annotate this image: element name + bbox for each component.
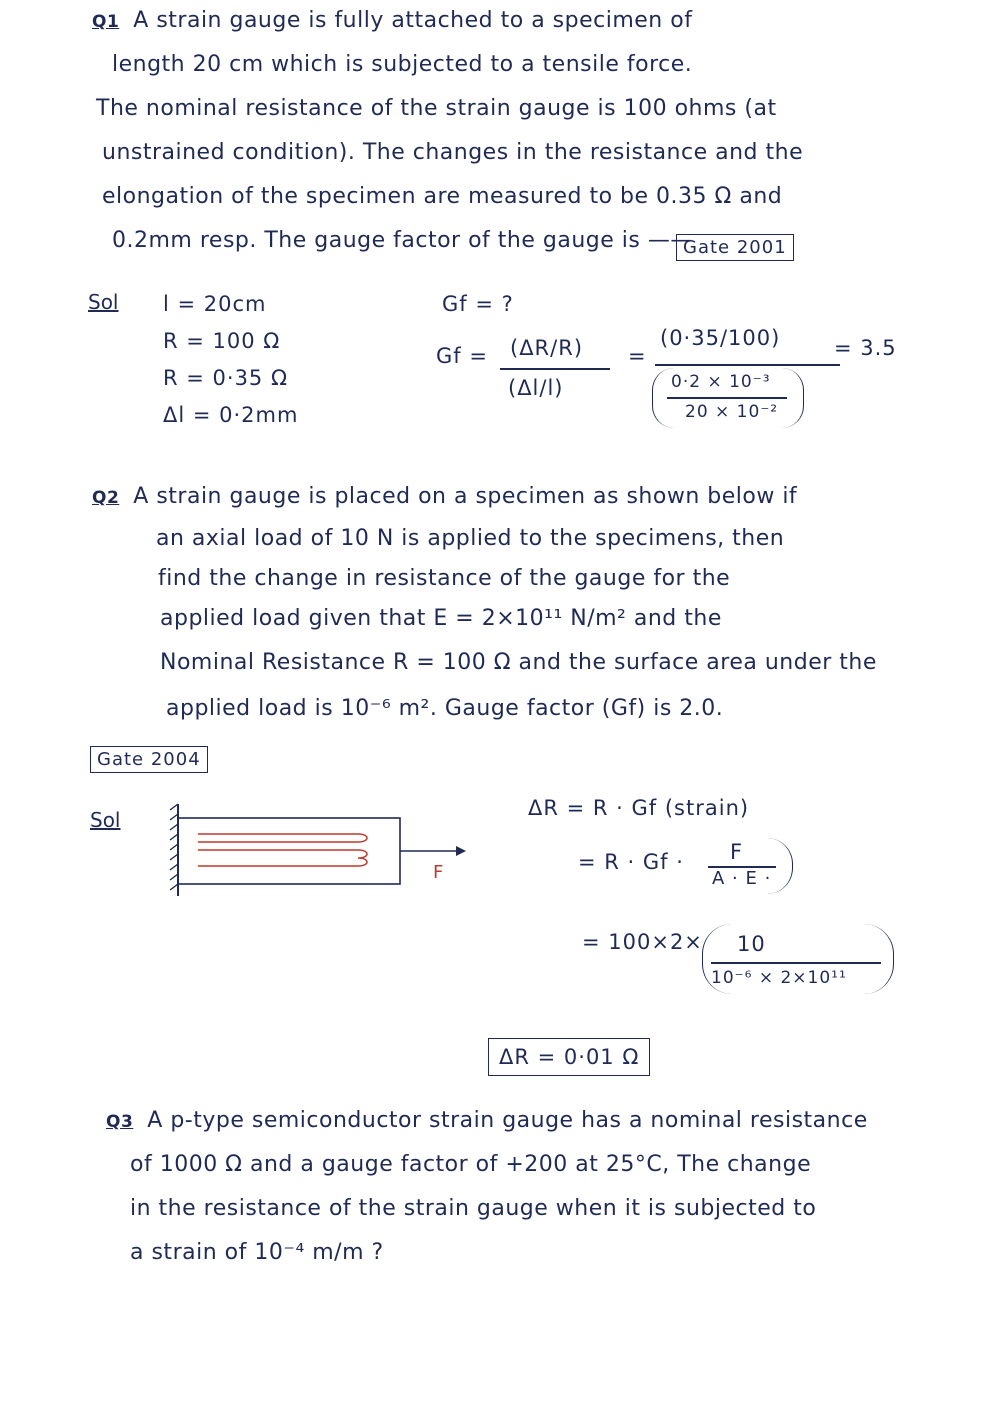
q1-gf-find: Gf = ? bbox=[442, 292, 514, 316]
q2-line-6: applied load is 10⁻⁶ m². Gauge factor (Gf) is 2.0. bbox=[166, 696, 724, 721]
q3-label: Q3 bbox=[106, 1112, 134, 1132]
q1-sub-numerator: (0·35/100) bbox=[660, 326, 781, 350]
q1-line-3: The nominal resistance of the strain gauge is 100 ohms (at bbox=[96, 96, 777, 121]
q2-step-3-lhs: = 100×2× bbox=[582, 930, 703, 954]
q2-line-3: find the change in resistance of the gauge for the bbox=[158, 566, 731, 591]
q2-step-3-num: 10 bbox=[737, 932, 766, 956]
q1-gf-fraction-bar bbox=[500, 368, 610, 370]
q2-sol-label: Sol bbox=[90, 808, 121, 832]
q3-line-4: a strain of 10⁻⁴ m/m ? bbox=[130, 1240, 384, 1265]
strain-gauge-diagram bbox=[168, 800, 468, 900]
q1-given-delta-l: Δl = 0·2mm bbox=[163, 403, 299, 427]
q1-gf-denominator: (Δl/l) bbox=[508, 376, 564, 400]
q1-source-box: Gate 2001 bbox=[676, 234, 794, 261]
q1-line-6: 0.2mm resp. The gauge factor of the gauge is —— bbox=[112, 228, 693, 253]
q1-line-2: length 20 cm which is subjected to a tensile force. bbox=[112, 52, 693, 77]
q1-given-resistance: R = 100 Ω bbox=[163, 329, 281, 353]
specimen-bar bbox=[178, 818, 400, 884]
q3-line-3: in the resistance of the strain gauge when it is subjected to bbox=[130, 1196, 817, 1221]
q3-line-1: Q3 A p-type semiconductor strain gauge has a nominal resistance bbox=[106, 1108, 868, 1133]
q1-sub-fraction-bar bbox=[655, 364, 840, 366]
q2-step-1: ΔR = R · Gf (strain) bbox=[528, 796, 750, 820]
q2-step-2-fraction bbox=[702, 838, 793, 894]
force-label: F bbox=[433, 862, 444, 883]
q1-gf-numerator: (ΔR/R) bbox=[510, 336, 584, 360]
q3-line-2: of 1000 Ω and a gauge factor of +200 at 25°C, The change bbox=[130, 1152, 812, 1177]
q2-answer-box: ΔR = 0·01 Ω bbox=[488, 1038, 650, 1076]
q2-step-3-bar bbox=[711, 962, 881, 964]
q2-line-4: applied load given that E = 2×10¹¹ N/m² and the bbox=[160, 606, 722, 631]
force-arrow-head bbox=[456, 846, 466, 856]
q1-sub-den-top: 0·2 × 10⁻³ bbox=[671, 372, 771, 392]
q2-line-5: Nominal Resistance R = 100 Ω and the surface area under the bbox=[160, 650, 877, 675]
q2-line-2: an axial load of 10 N is applied to the specimens, then bbox=[156, 526, 785, 551]
q2-step-3-fraction bbox=[702, 924, 894, 994]
q2-source-box: Gate 2004 bbox=[90, 746, 208, 773]
q1-sub-den-bar bbox=[667, 397, 787, 399]
q1-equals: = bbox=[628, 344, 647, 368]
q2-line-1: Q2 A strain gauge is placed on a specimen as shown below if bbox=[92, 484, 798, 509]
q1-given-length: l = 20cm bbox=[163, 292, 267, 316]
q2-step-2-num: F bbox=[730, 840, 744, 864]
q1-line-4: unstrained condition). The changes in the resistance and the bbox=[102, 140, 804, 165]
q1-sub-den-bottom: 20 × 10⁻² bbox=[685, 402, 779, 422]
gauge-grid-wire bbox=[198, 834, 367, 866]
q1-line-5: elongation of the specimen are measured to be 0.35 Ω and bbox=[102, 184, 783, 209]
q1-line-1: Q1 A strain gauge is fully attached to a specimen of bbox=[92, 8, 693, 33]
q1-given-delta-r: R = 0·35 Ω bbox=[163, 366, 289, 390]
q2-label: Q2 bbox=[92, 488, 120, 508]
q2-step-2-den: A · E · bbox=[712, 868, 772, 889]
q1-gf-lhs: Gf = bbox=[436, 344, 488, 368]
q1-sol-label: Sol bbox=[88, 290, 119, 314]
wall-hatching bbox=[170, 804, 178, 890]
q2-step-2-lhs: = R · Gf · bbox=[578, 850, 684, 874]
q2-step-3-den: 10⁻⁶ × 2×10¹¹ bbox=[711, 968, 847, 988]
q1-label: Q1 bbox=[92, 12, 120, 32]
q1-sub-denominator bbox=[652, 368, 804, 428]
q1-result: = 3.5 bbox=[834, 336, 897, 360]
